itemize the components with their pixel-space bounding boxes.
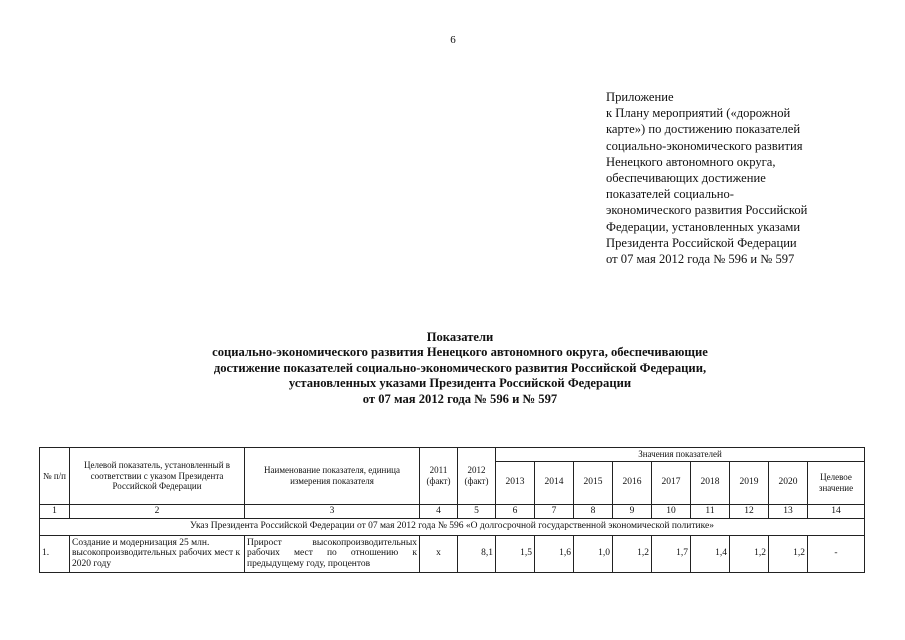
row-value-2018: 1,4 <box>691 535 730 572</box>
row-value-2016: 1,2 <box>613 535 652 572</box>
header-year: 2013 <box>496 461 535 504</box>
header-year: 2014 <box>535 461 574 504</box>
column-number: 13 <box>769 504 808 518</box>
appendix-line: Ненецкого автономного округа, <box>606 154 776 169</box>
row-value-2020: 1,2 <box>769 535 808 572</box>
row-value-2017: 1,7 <box>652 535 691 572</box>
header-year: 2019 <box>730 461 769 504</box>
document-title <box>120 330 800 407</box>
header-2012: 2012 (факт) <box>458 448 496 505</box>
title-line: установленных указами Президента Российской Федерации <box>288 376 632 391</box>
column-number: 4 <box>420 504 458 518</box>
row-2012: 8,1 <box>458 535 496 572</box>
column-number: 10 <box>652 504 691 518</box>
column-number: 1 <box>40 504 70 518</box>
column-number: 9 <box>613 504 652 518</box>
appendix-line: Федерации, установленных указами <box>606 219 801 234</box>
header-2011: 2011 (факт) <box>420 448 458 505</box>
column-number: 3 <box>245 504 420 518</box>
header-target-value: Целевое значение <box>808 461 865 504</box>
appendix-line: показателей социально- <box>606 187 734 202</box>
appendix-line: Президента Российской Федерации <box>606 235 797 250</box>
title-line: Показатели <box>426 330 494 344</box>
column-number: 12 <box>730 504 769 518</box>
row-value-2019: 1,2 <box>730 535 769 572</box>
title-line: достижение показателей социально-экономического развития Российской Федерации, <box>213 360 707 375</box>
appendix-line: карте») по достижению показателей <box>606 122 801 137</box>
header-values-group: Значения показателей <box>496 448 865 462</box>
row-target: Создание и модернизация 25 млн. высокопроизводительных рабочих мест к 2020 году <box>70 535 245 572</box>
appendix-line: Приложение <box>606 90 674 104</box>
column-number: 11 <box>691 504 730 518</box>
column-number: 6 <box>496 504 535 518</box>
header-num: № п/п <box>40 448 70 505</box>
row-value-2013: 1,5 <box>496 535 535 572</box>
row-value-2014: 1,6 <box>535 535 574 572</box>
header-target: Целевой показатель, установленный в соответствии с указом Президента Российской Федерации <box>70 448 245 505</box>
appendix-line: от 07 мая 2012 года № 596 и № 597 <box>606 252 795 267</box>
column-number: 5 <box>458 504 496 518</box>
header-indicator: Наименование показателя, единица измерения показателя <box>245 448 420 505</box>
appendix-line: экономического развития Российской <box>606 203 808 218</box>
title-line: от 07 мая 2012 года № 596 и № 597 <box>362 391 558 406</box>
header-year: 2017 <box>652 461 691 504</box>
section-title: Указ Президента Российской Федерации от 07 мая 2012 года № 596 «О долгосрочной государственной экономической политике» <box>40 518 865 535</box>
page-number: 6 <box>450 34 456 46</box>
header-row <box>40 448 865 462</box>
column-number: 7 <box>535 504 574 518</box>
header-year: 2015 <box>574 461 613 504</box>
column-number-row <box>40 504 865 518</box>
row-num: 1. <box>40 535 70 572</box>
title-line: социально-экономического развития Ненецкого автономного округа, обеспечивающие <box>212 345 708 360</box>
column-number: 2 <box>70 504 245 518</box>
row-target-value: - <box>808 535 865 572</box>
column-number: 8 <box>574 504 613 518</box>
header-year: 2020 <box>769 461 808 504</box>
column-number: 14 <box>808 504 865 518</box>
row-2011: х <box>420 535 458 572</box>
header-year: 2018 <box>691 461 730 504</box>
appendix-line: социально-экономического развития <box>606 138 803 153</box>
row-indicator: Прирост высокопроизводительных рабочих мест по отношению к предыдущему году, процентов <box>245 535 420 572</box>
table-row <box>40 535 865 572</box>
appendix-line: к Плану мероприятий («дорожной <box>606 106 791 121</box>
indicators-table <box>39 447 865 573</box>
appendix-block <box>606 89 866 267</box>
section-row <box>40 518 865 535</box>
row-value-2015: 1,0 <box>574 535 613 572</box>
header-year: 2016 <box>613 461 652 504</box>
appendix-line: обеспечивающих достижение <box>606 171 766 186</box>
